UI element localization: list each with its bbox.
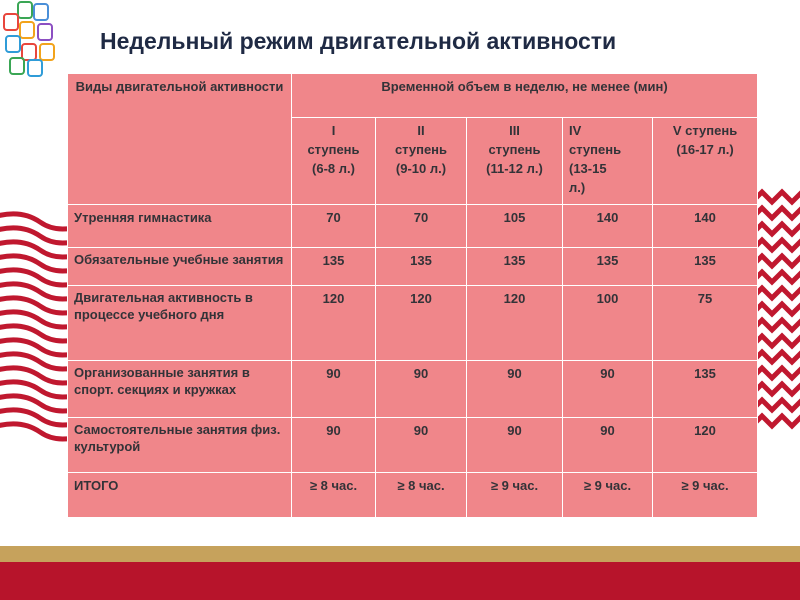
header-row xyxy=(68,74,758,118)
page-title: Недельный режим двигательной активности xyxy=(100,28,617,54)
table-cell: 90 xyxy=(563,361,653,418)
level-ages: (13-15 xyxy=(569,161,607,176)
level-5-header xyxy=(653,118,758,205)
table-cell: 120 xyxy=(653,418,758,473)
level-1-header xyxy=(292,118,376,205)
table-cell: 105 xyxy=(467,205,563,248)
table-cell: ≥ 8 час. xyxy=(292,473,376,518)
row-label: Организованные занятия в спорт. секциях и кружках xyxy=(68,361,292,418)
level-word: ступень xyxy=(569,142,622,157)
level-numeral: I xyxy=(331,123,336,138)
level-numeral: IV xyxy=(569,123,582,138)
level-ages: (6-8 л.) xyxy=(312,161,355,176)
table-cell: 135 xyxy=(292,248,376,286)
table-cell: 120 xyxy=(467,286,563,361)
level-numeral: III xyxy=(509,123,520,138)
header-activity-type: Виды двигательной активности xyxy=(68,74,292,205)
row-label: ИТОГО xyxy=(68,473,292,518)
level-word: ступень xyxy=(488,142,541,157)
level-word: ступень xyxy=(394,142,448,157)
table-row xyxy=(68,418,758,473)
total-row xyxy=(68,473,758,518)
wave-decoration-right xyxy=(752,188,800,448)
table-cell: 135 xyxy=(467,248,563,286)
table-cell: 135 xyxy=(653,361,758,418)
header-weekly-volume: Временной объем в неделю, не менее (мин) xyxy=(292,74,758,118)
table-cell: 90 xyxy=(292,361,376,418)
sports-logo-icon xyxy=(0,0,62,78)
row-label: Утренняя гимнастика xyxy=(68,205,292,248)
table-cell: ≥ 9 час. xyxy=(563,473,653,518)
table-cell: 140 xyxy=(653,205,758,248)
level-4-header xyxy=(563,118,653,205)
table-cell: 90 xyxy=(563,418,653,473)
table-cell: 70 xyxy=(376,205,467,248)
table-cell: ≥ 9 час. xyxy=(653,473,758,518)
table-cell: 135 xyxy=(563,248,653,286)
table-cell: 90 xyxy=(292,418,376,473)
level-ages: (9-10 л.) xyxy=(395,161,447,176)
table-row xyxy=(68,205,758,248)
table-cell: 135 xyxy=(653,248,758,286)
row-label: Обязательные учебные занятия xyxy=(68,248,292,286)
table-cell: 90 xyxy=(376,418,467,473)
table-row xyxy=(68,286,758,361)
level-2-header xyxy=(376,118,467,205)
table-cell: 75 xyxy=(653,286,758,361)
footer-red-band xyxy=(0,562,800,600)
table-cell: 100 xyxy=(563,286,653,361)
table-cell: 70 xyxy=(292,205,376,248)
row-label: Самостоятельные занятия физ. культурой xyxy=(68,418,292,473)
table-row xyxy=(68,361,758,418)
table-cell: 90 xyxy=(376,361,467,418)
level-word: ступень xyxy=(307,142,360,157)
table-cell: 140 xyxy=(563,205,653,248)
activity-table xyxy=(67,73,758,518)
table-cell: 90 xyxy=(467,418,563,473)
table-cell: ≥ 9 час. xyxy=(467,473,563,518)
level-3-header xyxy=(467,118,563,205)
table-cell: 120 xyxy=(292,286,376,361)
table-cell: ≥ 8 час. xyxy=(376,473,467,518)
level-ages-continued: л.) xyxy=(569,180,586,195)
level-ages: (11-12 л.) xyxy=(486,161,543,176)
table-cell: 135 xyxy=(376,248,467,286)
level-numeral: II xyxy=(417,123,425,138)
level-numeral: V ступень xyxy=(672,123,738,138)
level-word: (16-17 л.) xyxy=(676,142,734,157)
footer-gold-band xyxy=(0,546,800,562)
table-cell: 90 xyxy=(467,361,563,418)
table-row xyxy=(68,248,758,286)
table-cell: 120 xyxy=(376,286,467,361)
row-label: Двигательная активность в процессе учебного дня xyxy=(68,286,292,361)
